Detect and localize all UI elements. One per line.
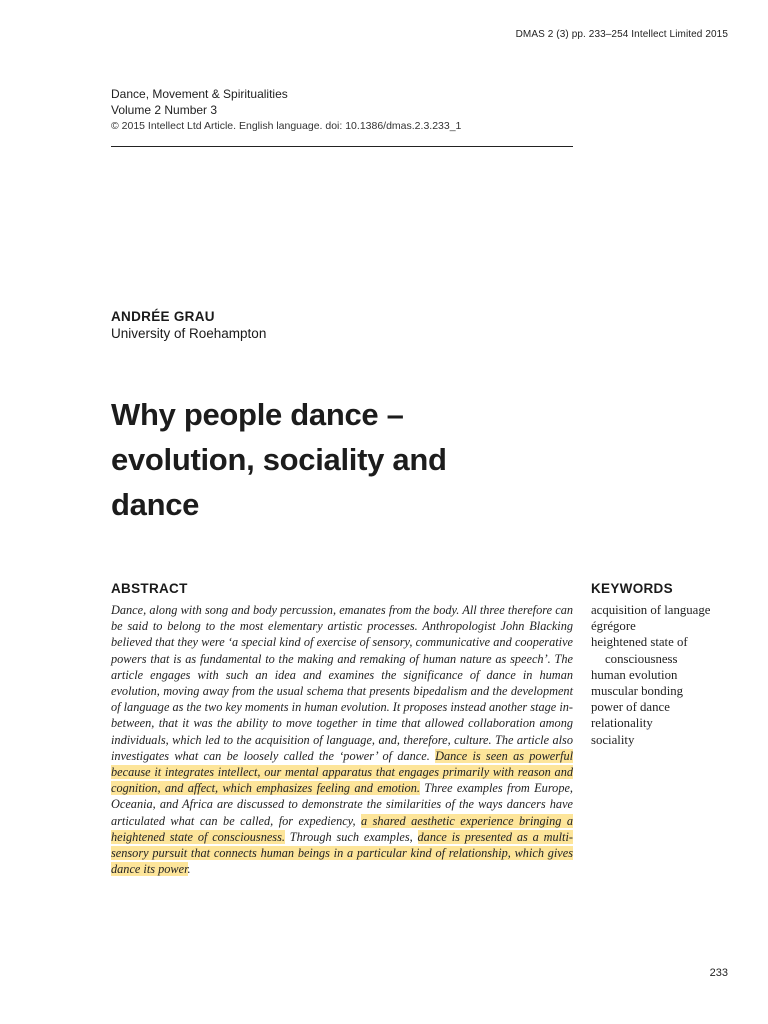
keyword-item: sociality [591, 732, 635, 747]
keyword-item: égrégore [591, 619, 636, 634]
keyword-item: heightened state of consciousness [591, 635, 688, 666]
author-block [111, 308, 266, 342]
keyword-item: acquisition of language [591, 603, 711, 617]
abstract-highlight: Dance is seen as powerful because it integrates intellect, our mental apparatus that engages primarily with reason and cognition, and affect, which emphasizes feeling and emotion. [111, 748, 574, 796]
keyword-item: relationality [591, 716, 653, 731]
author-name: ANDRÉE GRAU [111, 309, 215, 324]
journal-volume: Volume 2 Number 3 [111, 103, 218, 117]
abstract-heading: ABSTRACT [111, 581, 188, 596]
keywords-heading: KEYWORDS [591, 581, 673, 596]
abstract-segment: Through such examples, [284, 829, 418, 844]
abstract-highlight: a shared aesthetic experience bringing a heightened state of consciousness. [111, 813, 573, 844]
article-title: Why people dance – evolution, sociality and dance [111, 397, 447, 522]
article-copyright-doi: © 2015 Intellect Ltd Article. English language. doi: 10.1386/dmas.2.3.233_1 [111, 120, 462, 132]
author-affiliation: University of Roehampton [111, 326, 267, 341]
keyword-item: power of dance [591, 700, 670, 715]
page-number: 233 [709, 967, 728, 979]
header-rule [111, 146, 573, 147]
running-head: DMAS 2 (3) pp. 233–254 Intellect Limited 2015 [515, 29, 728, 40]
keyword-item: human evolution [591, 667, 678, 682]
journal-name: Dance, Movement & Spiritualities [111, 87, 288, 101]
keywords-list [591, 602, 736, 748]
abstract-highlight: dance is presented as a multi-sensory pursuit that connects human beings in a particular kind of relationship, which gives dance its power [111, 829, 573, 877]
abstract-segment: . [187, 862, 191, 877]
abstract-body [111, 602, 573, 877]
abstract-segment: Dance, along with song and body percussion, emanates from the body. All three therefore can be said to belong to the most elementary artistic processes. Anthropologist John Blacking believed that they were ‘a special kind of exercise of sensory, communicative and cooperative powers that is as fundamental to the making and remaking of human nature as speech’. The article engages with such an idea and examines the significance of dance in human evolution, moving away from the usual schema that presents bipedalism and the development of language as the two key moments in human evolution. It proposes instead another stage in-between, that it was the ability to move together in time that allowed collaboration among individuals, which led to the acquisition of language, and, therefore, culture. The article also investigates what can be loosely called the ‘power’ of dance. [111, 603, 573, 763]
keyword-item: muscular bonding [591, 684, 684, 699]
journal-info [111, 86, 573, 134]
abstract-segment: Three examples from Europe, Oceania, and Africa are discussed to demonstrate the similarities of the ways dancers have articulated what can be called, for expediency, [111, 781, 573, 828]
